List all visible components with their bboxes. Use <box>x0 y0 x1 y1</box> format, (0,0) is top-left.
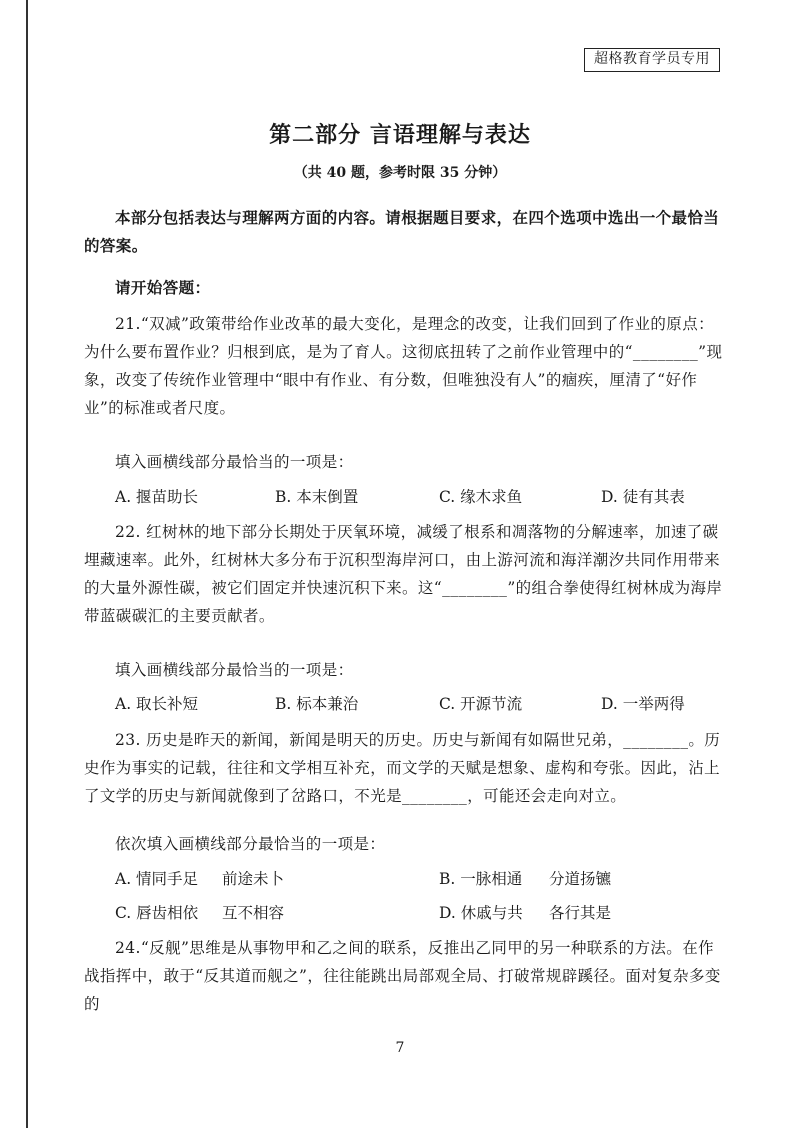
question-23-options-row-1 <box>0 865 800 893</box>
option-b: B. 一脉相通 <box>439 870 523 888</box>
option-d-second-word: 各行其是 <box>549 904 612 922</box>
question-22-options <box>0 690 800 718</box>
option-c: C. 开源节流 <box>439 695 523 713</box>
section-instructions: 本部分包括表达与理解两方面的内容。请根据题目要求，在四个选项中选出一个最恰当的答案。 <box>84 208 720 255</box>
student-only-badge: 超格教育学员专用 <box>584 48 720 72</box>
option-c: C. 缘木求鱼 <box>439 488 523 506</box>
section-subtitle: （共 40 题，参考时限 35 分钟） <box>293 165 507 181</box>
option-c-second-word: 互不相容 <box>222 904 285 922</box>
option-b-second-word: 分道扬镳 <box>549 870 612 888</box>
question-23-options-row-2 <box>0 899 800 927</box>
question-22-stem: 22. 红树林的地下部分长期处于厌氧环境，减缓了根系和凋落物的分解速率，加速了碳埋藏速率。此外，红树林大多分布于沉积型海岸河口，由上游河流和海洋潮汐共同作用带来的大量外源性碳，被它们固定并快速沉积下来。这“________”的组合拳使得红树林成为海岸带蓝碳碳汇的主要贡献者。 <box>84 523 723 625</box>
option-a: A. 揠苗助长 <box>115 488 199 506</box>
question-24-stem: 24.“反舰”思维是从事物甲和乙之间的联系，反推出乙同甲的另一种联系的方法。在作战指挥中，敢于“反其道而舰之”，往往能跳出局部观全局、打破常规辟蹊径。面对复杂多变的 <box>84 939 721 1013</box>
option-d: D. 休戚与共 <box>439 904 523 922</box>
question-21-prompt: 填入画横线部分最恰当的一项是： <box>115 453 354 471</box>
question-23-stem: 23. 历史是昨天的新闻，新闻是明天的历史。历史与新闻有如隔世兄弟，________。历史作为事实的记载，往往和文学相互补充，而文学的天赋是想象、虚构和夸张。因此，沾上了文学的历史与新闻就像到了岔路口，不光是________，可能还会走向对立。 <box>84 731 721 805</box>
option-b: B. 本末倒置 <box>275 488 359 506</box>
page-number: 7 <box>395 1040 405 1056</box>
option-a-second-word: 前途未卜 <box>222 870 285 888</box>
question-22-prompt: 填入画横线部分最恰当的一项是： <box>115 661 354 679</box>
option-b: B. 标本兼治 <box>275 695 359 713</box>
option-d: D. 一举两得 <box>601 695 685 713</box>
question-21-stem: 21.“双减”政策带给作业改革的最大变化，是理念的改变，让我们回到了作业的原点：为什么要布置作业？归根到底，是为了育人。这彻底扭转了之前作业管理中的“________”现象，改变了传统作业管理中“眼中有作业、有分数，但唯独没有人”的痼疾，厘清了“好作业”的标准或者尺度。 <box>84 315 723 417</box>
option-c: C. 唇齿相依 <box>115 904 199 922</box>
question-23-prompt: 依次填入画横线部分最恰当的一项是： <box>115 835 386 853</box>
option-a: A. 情同手足 <box>115 870 199 888</box>
option-a: A. 取长补短 <box>115 695 199 713</box>
option-d: D. 徒有其表 <box>601 488 685 506</box>
question-21-options <box>0 483 800 511</box>
section-title: 第二部分 言语理解与表达 <box>269 122 531 148</box>
start-prompt: 请开始答题： <box>115 278 211 297</box>
